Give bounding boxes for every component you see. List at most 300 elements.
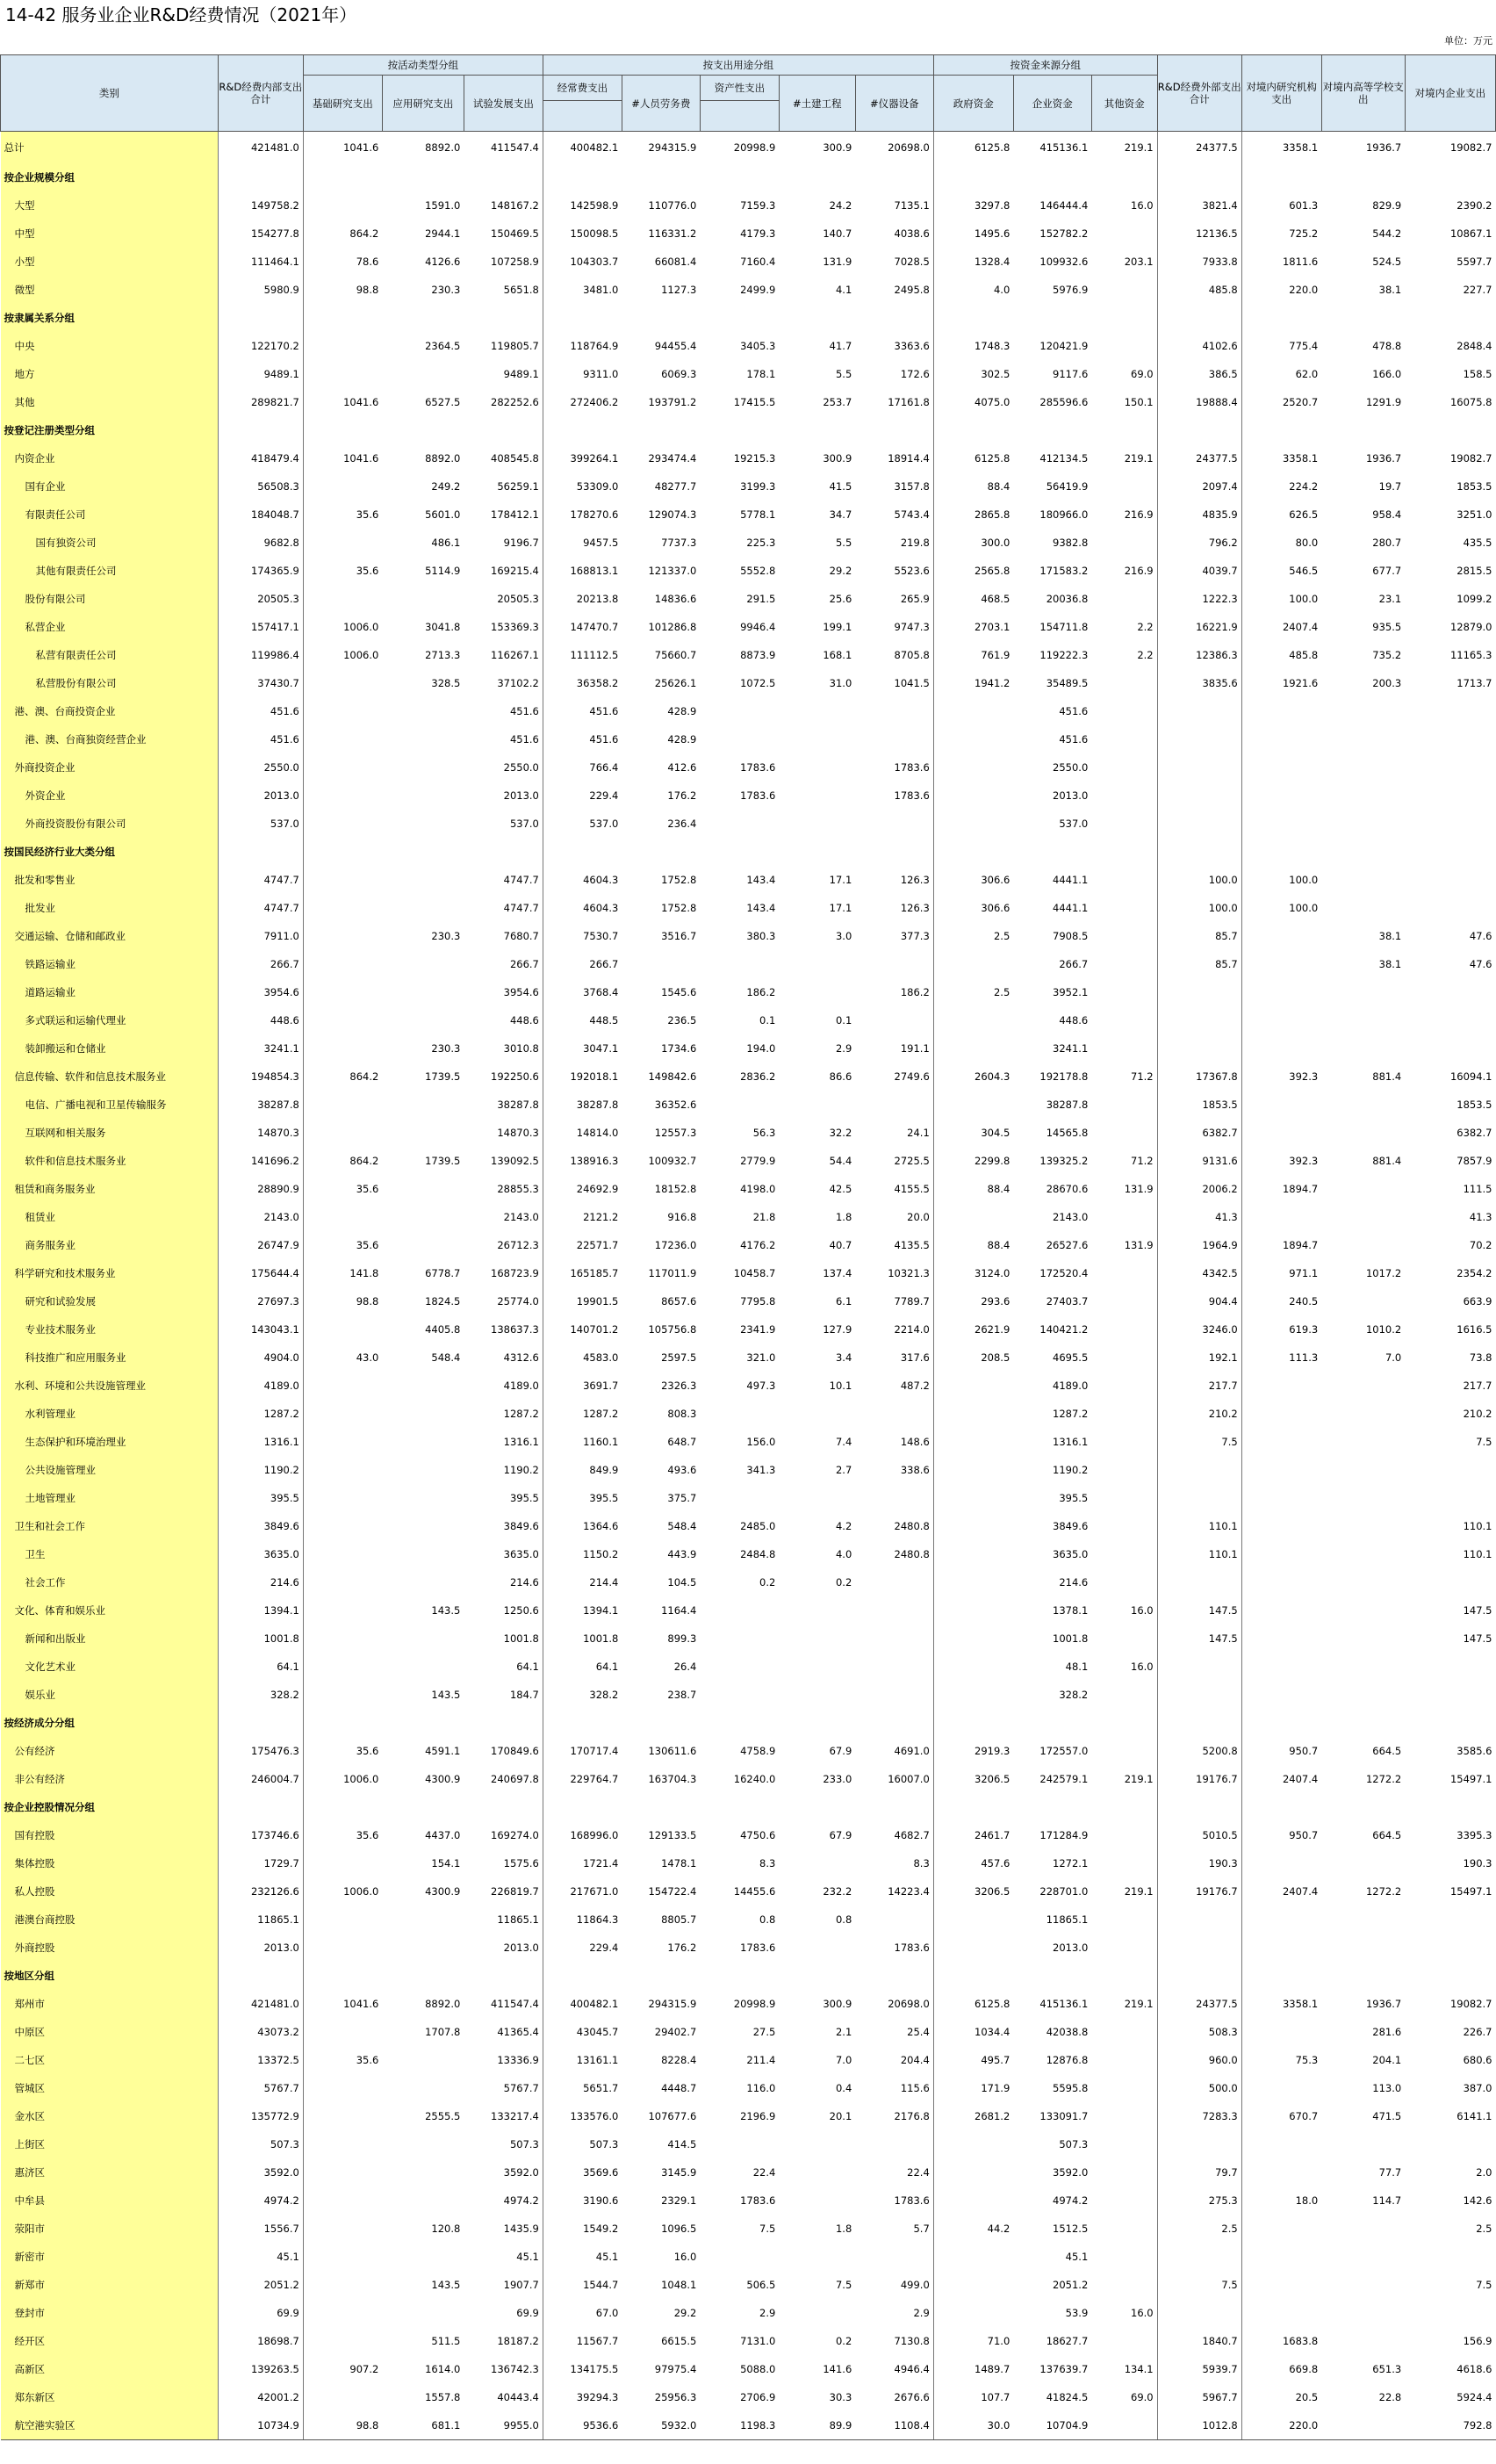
- cell-value: [1157, 1793, 1241, 1821]
- cell-value: 4126.6: [425, 256, 461, 268]
- cell-value: 75.3: [1241, 2046, 1321, 2074]
- cell-value: 395.5: [543, 1484, 622, 1512]
- cell-value: 8657.6: [661, 1295, 697, 1308]
- cell-value: 451.6: [270, 733, 299, 746]
- cell-value: 88.4: [933, 472, 1013, 501]
- row-label: 外商投资企业: [1, 753, 219, 782]
- cell-value: 25774.0: [497, 1295, 539, 1308]
- cell-value: 116.0: [746, 2082, 776, 2094]
- cell-value: 2051.2: [263, 2279, 299, 2291]
- row-label: 金水区: [1, 2102, 219, 2130]
- cell-value: 9196.7: [503, 537, 539, 549]
- cell-value: 35.6: [303, 1175, 382, 1203]
- cell-value: [1321, 1596, 1405, 1625]
- cell-value: 139092.5: [491, 1155, 539, 1167]
- cell-value: [1091, 2158, 1157, 2187]
- cell-value: [303, 1428, 382, 1456]
- cell-value: 4437.0: [425, 1829, 461, 1841]
- cell-value: [1091, 2271, 1157, 2299]
- cell-value: [1091, 782, 1157, 810]
- table-row: [1, 276, 1496, 304]
- row-label: 按企业控股情况分组: [1, 1793, 219, 1821]
- cell-value: 4691.0: [894, 1745, 930, 1757]
- cell-value: 7933.8: [1157, 248, 1241, 276]
- cell-value: 451.6: [543, 725, 622, 753]
- cell-value: [303, 1625, 382, 1653]
- cell-value: 601.3: [1241, 191, 1321, 220]
- cell-value: 766.4: [543, 753, 622, 782]
- cell-value: 2713.3: [425, 649, 461, 661]
- cell-value: 4300.9: [425, 1885, 461, 1898]
- cell-value: 170717.4: [543, 1737, 622, 1765]
- cell-value: [1157, 1934, 1241, 1962]
- cell-value: [1157, 1484, 1241, 1512]
- row-label: 科技推广和应用服务业: [1, 1344, 219, 1372]
- cell-value: 110776.0: [648, 199, 697, 212]
- cell-value: 266.7: [270, 958, 299, 970]
- cell-value: [382, 1175, 464, 1203]
- cell-value: 5595.8: [1053, 2082, 1089, 2094]
- cell-value: [382, 1568, 464, 1596]
- cell-value: 1378.1: [1053, 1604, 1089, 1617]
- cell-value: 2.5: [933, 978, 1013, 1006]
- cell-value: 5976.9: [1053, 284, 1089, 296]
- cell-value: 16094.1: [1449, 1070, 1492, 1083]
- cell-value: [1405, 1681, 1495, 1709]
- cell-value: [1321, 2299, 1405, 2327]
- cell-value: [1091, 1034, 1157, 1063]
- cell-value: [303, 838, 382, 866]
- cell-value: 935.5: [1372, 621, 1402, 633]
- cell-value: [1091, 585, 1157, 613]
- table-row: [1, 1512, 1496, 1540]
- cell-value: [855, 838, 933, 866]
- cell-value: 2621.9: [933, 1315, 1013, 1344]
- cell-value: [303, 810, 382, 838]
- cell-value: 141.8: [303, 1259, 382, 1287]
- cell-value: 45.1: [516, 2251, 539, 2263]
- cell-value: 2214.0: [894, 1323, 930, 1336]
- cell-value: 6125.8: [933, 132, 1013, 164]
- cell-value: 9682.8: [263, 537, 299, 549]
- cell-value: [382, 1540, 464, 1568]
- header-applied: 应用研究支出: [382, 76, 464, 132]
- cell-value: 4974.2: [1053, 2194, 1089, 2207]
- table-row: [1, 922, 1496, 950]
- row-label: 荥阳市: [1, 2215, 219, 2243]
- cell-value: 5.5: [835, 368, 852, 380]
- cell-value: 4604.3: [543, 866, 622, 894]
- cell-value: 2097.4: [1157, 472, 1241, 501]
- cell-value: [218, 1793, 303, 1821]
- cell-value: 524.5: [1372, 256, 1402, 268]
- cell-value: [543, 416, 622, 444]
- cell-value: 238.7: [667, 1689, 697, 1701]
- cell-value: [779, 1709, 855, 1737]
- cell-value: 135772.9: [250, 2110, 299, 2122]
- cell-value: [1241, 2074, 1321, 2102]
- cell-value: [303, 1934, 382, 1962]
- cell-value: 4135.5: [894, 1239, 930, 1251]
- cell-value: [303, 1596, 382, 1625]
- cell-value: [1321, 894, 1405, 922]
- cell-value: [1241, 838, 1321, 866]
- cell-value: 1041.5: [894, 677, 930, 689]
- cell-value: [543, 304, 622, 332]
- cell-value: [1321, 1231, 1405, 1259]
- cell-value: 14870.3: [497, 1127, 539, 1139]
- cell-value: [382, 163, 464, 191]
- cell-value: 4176.2: [740, 1239, 776, 1251]
- cell-value: [933, 1400, 1013, 1428]
- cell-value: 27.5: [752, 2026, 776, 2038]
- cell-value: 199.1: [823, 621, 852, 633]
- cell-value: [933, 838, 1013, 866]
- cell-value: 41365.4: [497, 2026, 539, 2038]
- cell-value: 1544.7: [543, 2271, 622, 2299]
- cell-value: 19215.3: [733, 452, 776, 465]
- cell-value: 64.1: [277, 1661, 299, 1673]
- cell-value: 210.2: [1463, 1408, 1492, 1420]
- cell-value: 1683.8: [1241, 2327, 1321, 2355]
- cell-value: [1241, 2130, 1321, 2158]
- cell-value: 16.0: [1131, 2307, 1154, 2319]
- cell-value: 208.5: [933, 1344, 1013, 1372]
- cell-value: 143.4: [746, 874, 776, 886]
- cell-value: 411547.4: [491, 1998, 539, 2010]
- cell-value: 9489.1: [263, 368, 299, 380]
- cell-value: 133091.7: [1039, 2110, 1089, 2122]
- cell-value: 548.4: [431, 1351, 461, 1364]
- cell-value: 1010.2: [1365, 1323, 1402, 1336]
- cell-value: [855, 416, 933, 444]
- cell-value: 20505.3: [497, 593, 539, 605]
- table-row: [1, 1877, 1496, 1906]
- cell-value: 230.3: [431, 284, 461, 296]
- cell-value: [1405, 697, 1495, 725]
- cell-value: [543, 1962, 622, 1990]
- cell-value: [779, 1400, 855, 1428]
- cell-value: 24.2: [829, 199, 852, 212]
- cell-value: [1241, 1653, 1321, 1681]
- cell-value: [382, 725, 464, 753]
- cell-value: 448.6: [509, 1014, 539, 1027]
- cell-value: 2006.2: [1157, 1175, 1241, 1203]
- cell-value: 154711.8: [1039, 621, 1089, 633]
- cell-value: 451.6: [509, 733, 539, 746]
- table-row: [1, 1484, 1496, 1512]
- cell-value: 105756.8: [648, 1323, 697, 1336]
- cell-value: [1321, 1119, 1405, 1147]
- cell-value: 2143.0: [1053, 1211, 1089, 1223]
- row-label: 国有控股: [1, 1821, 219, 1849]
- cell-value: 1316.1: [1053, 1436, 1089, 1448]
- cell-value: [303, 2130, 382, 2158]
- cell-value: 4189.0: [503, 1380, 539, 1392]
- cell-value: 537.0: [543, 810, 622, 838]
- cell-value: 170849.6: [491, 1745, 539, 1757]
- cell-value: 133217.4: [491, 2110, 539, 2122]
- row-label: 国有独资公司: [1, 529, 219, 557]
- cell-value: 224.2: [1241, 472, 1321, 501]
- row-label: 土地管理业: [1, 1484, 219, 1512]
- cell-value: 240697.8: [491, 1773, 539, 1785]
- cell-value: 54.4: [829, 1155, 852, 1167]
- cell-value: 950.7: [1241, 1737, 1321, 1765]
- cell-value: 7160.4: [740, 256, 776, 268]
- cell-value: 3358.1: [1241, 444, 1321, 472]
- cell-value: 4155.5: [894, 1183, 930, 1195]
- cell-value: [1157, 810, 1241, 838]
- cell-value: 4583.0: [543, 1344, 622, 1372]
- cell-value: 16.0: [673, 2251, 697, 2263]
- cell-value: 2485.0: [740, 1520, 776, 1532]
- cell-value: [933, 2187, 1013, 2215]
- cell-value: [303, 1034, 382, 1063]
- cell-value: 272406.2: [543, 388, 622, 416]
- cell-value: 217671.0: [543, 1877, 622, 1906]
- cell-value: 266.7: [509, 958, 539, 970]
- row-label: 专业技术服务业: [1, 1315, 219, 1344]
- cell-value: [1157, 1906, 1241, 1934]
- cell-value: [779, 1091, 855, 1119]
- cell-value: 2.5: [933, 922, 1013, 950]
- cell-value: [218, 416, 303, 444]
- cell-value: 137.4: [823, 1267, 852, 1279]
- row-label: 卫生和社会工作: [1, 1512, 219, 1540]
- cell-value: 176.2: [667, 789, 697, 802]
- cell-value: 881.4: [1372, 1070, 1402, 1083]
- cell-value: 5088.0: [740, 2363, 776, 2375]
- cell-value: 107677.6: [648, 2110, 697, 2122]
- cell-value: 210.2: [1157, 1400, 1241, 1428]
- cell-value: 4038.6: [894, 227, 930, 240]
- cell-value: 230.3: [431, 930, 461, 942]
- cell-value: [1405, 810, 1495, 838]
- cell-value: [1157, 1006, 1241, 1034]
- cell-value: 2480.8: [894, 1548, 930, 1560]
- cell-value: 3768.4: [543, 978, 622, 1006]
- cell-value: 180966.0: [1039, 508, 1089, 521]
- table-row: [1, 1428, 1496, 1456]
- cell-value: 19.7: [1378, 480, 1402, 493]
- table-row: [1, 2158, 1496, 2187]
- cell-value: [1091, 669, 1157, 697]
- cell-value: 6615.5: [661, 2335, 697, 2347]
- cell-value: 35.6: [303, 2046, 382, 2074]
- cell-value: 2676.6: [894, 2391, 930, 2403]
- cell-value: 1614.0: [425, 2363, 461, 2375]
- cell-value: [1241, 2271, 1321, 2299]
- table-row: [1, 2327, 1496, 2355]
- cell-value: [382, 1934, 464, 1962]
- cell-value: 14565.8: [1046, 1127, 1089, 1139]
- cell-value: 864.2: [303, 1147, 382, 1175]
- cell-value: 4.1: [835, 284, 852, 296]
- cell-value: 2.2: [1137, 621, 1154, 633]
- cell-value: 158.5: [1463, 368, 1492, 380]
- header-other-fund: 其他资金: [1091, 76, 1157, 132]
- cell-value: 664.5: [1372, 1829, 1402, 1841]
- cell-value: 2407.4: [1241, 1877, 1321, 1906]
- cell-value: 664.5: [1372, 1745, 1402, 1757]
- cell-value: [1321, 1625, 1405, 1653]
- cell-value: [779, 1962, 855, 1990]
- section-row: [1, 163, 1496, 191]
- table-row: [1, 388, 1496, 416]
- cell-value: 19082.7: [1449, 141, 1492, 154]
- cell-value: [779, 1793, 855, 1821]
- cell-value: 17.1: [829, 874, 852, 886]
- cell-value: 11165.3: [1449, 649, 1492, 661]
- cell-value: [464, 1709, 543, 1737]
- cell-value: [1321, 1934, 1405, 1962]
- cell-value: 24692.9: [543, 1175, 622, 1203]
- cell-value: [1241, 1681, 1321, 1709]
- cell-value: 129074.3: [648, 508, 697, 521]
- cell-value: 907.2: [303, 2355, 382, 2383]
- cell-value: 73.8: [1469, 1351, 1492, 1364]
- cell-value: 411547.4: [491, 141, 539, 154]
- cell-value: [1091, 753, 1157, 782]
- cell-value: 7.5: [835, 2279, 852, 2291]
- cell-value: [1157, 782, 1241, 810]
- cell-value: [1091, 1821, 1157, 1849]
- cell-value: [1157, 1034, 1241, 1063]
- cell-value: 26712.3: [497, 1239, 539, 1251]
- cell-value: 648.7: [667, 1436, 697, 1448]
- row-label: 总计: [1, 132, 219, 164]
- cell-value: [779, 2187, 855, 2215]
- cell-value: [464, 163, 543, 191]
- table-row: [1, 1568, 1496, 1596]
- cell-value: [933, 1484, 1013, 1512]
- cell-value: [855, 1906, 933, 1934]
- cell-value: 5523.6: [894, 565, 930, 577]
- cell-value: 493.6: [667, 1464, 697, 1476]
- cell-value: 9131.6: [1157, 1147, 1241, 1175]
- cell-value: 19082.7: [1449, 1998, 1492, 2010]
- cell-value: [1241, 2215, 1321, 2243]
- cell-value: [1157, 838, 1241, 866]
- cell-value: [1157, 2299, 1241, 2327]
- cell-value: [933, 753, 1013, 782]
- cell-value: [855, 1793, 933, 1821]
- cell-value: 1001.8: [503, 1632, 539, 1645]
- cell-value: 7283.3: [1157, 2102, 1241, 2130]
- cell-value: 104303.7: [543, 248, 622, 276]
- cell-value: 150469.5: [491, 227, 539, 240]
- cell-value: 4179.3: [740, 227, 776, 240]
- section-row: [1, 1962, 1496, 1990]
- row-label: 电信、广播电视和卫星传输服务: [1, 1091, 219, 1119]
- cell-value: 38287.8: [1046, 1099, 1089, 1111]
- cell-value: [1241, 1906, 1321, 1934]
- cell-value: 1783.6: [894, 789, 930, 802]
- cell-value: 1099.2: [1456, 593, 1492, 605]
- cell-value: 537.0: [509, 818, 539, 830]
- cell-value: [382, 1484, 464, 1512]
- header-to-enterprises: 对境内企业支出: [1405, 55, 1495, 132]
- cell-value: 500.0: [1157, 2074, 1241, 2102]
- cell-value: [1321, 1793, 1405, 1821]
- cell-value: 1783.6: [740, 761, 776, 774]
- cell-value: [303, 2299, 382, 2327]
- cell-value: 16221.9: [1157, 613, 1241, 641]
- row-label: 其他有限责任公司: [1, 557, 219, 585]
- cell-value: 1108.4: [855, 2411, 933, 2440]
- cell-value: 17.1: [829, 902, 852, 914]
- cell-value: 2565.8: [933, 557, 1013, 585]
- cell-value: [303, 2383, 382, 2411]
- cell-value: [382, 1906, 464, 1934]
- row-label: 港、澳、台商独资经营企业: [1, 725, 219, 753]
- cell-value: 98.8: [303, 276, 382, 304]
- cell-value: [1321, 753, 1405, 782]
- cell-value: 285596.6: [1039, 396, 1089, 408]
- cell-value: 134175.5: [543, 2355, 622, 2383]
- cell-value: 147470.7: [543, 613, 622, 641]
- row-label: 水利、环境和公共设施管理业: [1, 1372, 219, 1400]
- cell-value: 1190.2: [263, 1464, 299, 1476]
- cell-value: [700, 1400, 779, 1428]
- cell-value: 21.8: [752, 1211, 776, 1223]
- cell-value: 214.4: [543, 1568, 622, 1596]
- cell-value: 12876.8: [1046, 2054, 1089, 2066]
- cell-value: 443.9: [667, 1548, 697, 1560]
- cell-value: [855, 1653, 933, 1681]
- cell-value: 53309.0: [543, 472, 622, 501]
- cell-value: [1091, 1119, 1157, 1147]
- cell-value: 2495.8: [894, 284, 930, 296]
- cell-value: 9457.5: [543, 529, 622, 557]
- row-label: 生态保护和环境治理业: [1, 1428, 219, 1456]
- cell-value: 200.3: [1372, 677, 1402, 689]
- cell-value: [303, 332, 382, 360]
- cell-value: [933, 1625, 1013, 1653]
- cell-value: 171.9: [933, 2074, 1013, 2102]
- cell-value: 168.1: [823, 649, 852, 661]
- cell-value: [1241, 2299, 1321, 2327]
- table-row: [1, 248, 1496, 276]
- cell-value: 24.1: [907, 1127, 930, 1139]
- table-row: [1, 1625, 1496, 1653]
- cell-value: 328.2: [1059, 1689, 1089, 1701]
- cell-value: 14870.3: [257, 1127, 299, 1139]
- cell-value: 141.6: [823, 2363, 852, 2375]
- cell-value: 1316.1: [263, 1436, 299, 1448]
- cell-value: 1.8: [835, 1211, 852, 1223]
- cell-value: 4189.0: [263, 1380, 299, 1392]
- cell-value: [1321, 1568, 1405, 1596]
- cell-value: 377.3: [900, 930, 930, 942]
- table-row: [1, 1737, 1496, 1765]
- cell-value: 142.6: [1463, 2194, 1492, 2207]
- cell-value: 130611.6: [648, 1745, 697, 1757]
- cell-value: 69.9: [277, 2307, 299, 2319]
- cell-value: 242579.1: [1039, 1773, 1089, 1785]
- cell-value: 236.4: [667, 818, 697, 830]
- cell-value: [382, 753, 464, 782]
- cell-value: [1091, 1344, 1157, 1372]
- cell-value: [303, 2271, 382, 2299]
- cell-value: [779, 810, 855, 838]
- cell-value: [1013, 304, 1091, 332]
- cell-value: [1405, 1793, 1495, 1821]
- cell-value: 110.1: [1463, 1548, 1492, 1560]
- table-row: [1, 1821, 1496, 1849]
- row-label: 公有经济: [1, 1737, 219, 1765]
